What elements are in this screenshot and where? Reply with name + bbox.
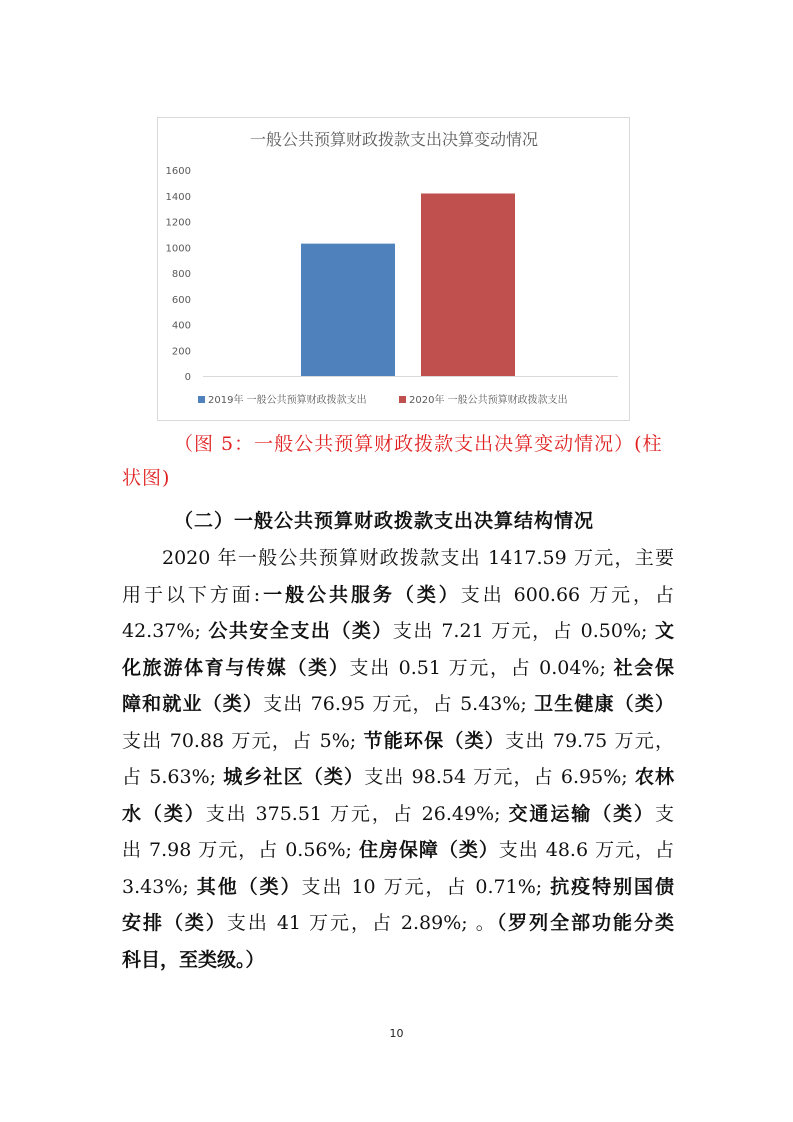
paragraph-text: 占 5.63%;: [122, 766, 224, 788]
paragraph-text: 支出 7.21 万元，占 0.50%;: [392, 620, 655, 642]
paragraph-line: [122, 650, 674, 687]
category-label: 文: [654, 620, 674, 642]
paragraph-line: [122, 613, 674, 650]
legend-swatch: [399, 396, 406, 403]
paragraph-text: 支出 48.6 万元，占: [498, 839, 674, 861]
body-paragraph: [122, 540, 674, 978]
category-label: 节能环保（类）: [363, 729, 506, 752]
paragraph-text: 支出 41 万元，占 2.89%; 。: [226, 912, 497, 934]
category-label: 水（类）: [122, 802, 206, 825]
paragraph-text: 支出 600.66 万元，占: [460, 583, 674, 606]
bar-2020: [421, 193, 515, 376]
paragraph-line: [122, 942, 674, 979]
paragraph-line: [122, 540, 674, 577]
paragraph-text: 3.43%;: [122, 875, 197, 898]
legend-swatch: [198, 396, 205, 403]
y-tick-label: 0: [184, 372, 191, 383]
y-tick-label: 1000: [165, 243, 191, 255]
chart-title: 一般公共预算财政拨款支出决算变动情况: [249, 130, 539, 149]
chart-svg: [158, 118, 631, 422]
paragraph-text: 支出 375.51 万元，占 26.49%;: [205, 802, 509, 825]
category-label: 科目，至类级。）: [122, 948, 265, 971]
category-label: 农林: [634, 766, 674, 788]
paragraph-text: 2020 年一般公共预算财政拨款支出 1417.59 万元，主要: [162, 547, 674, 569]
category-label: 抗疫特别国债: [550, 875, 674, 898]
bar-2019: [301, 244, 395, 376]
paragraph-text: 用于以下方面:: [122, 583, 261, 606]
paragraph-line: [122, 796, 674, 833]
paragraph-text: 支出 10 万元，占 0.71%;: [301, 875, 551, 898]
y-tick-label: 200: [171, 346, 191, 358]
category-label: 城乡社区（类）: [223, 766, 365, 788]
legend-label: 2019年 一般公共预算财政拨款支出: [208, 395, 367, 406]
paragraph-line: [122, 869, 674, 906]
paragraph-text: 支出 76.95 万元，占 5.43%;: [263, 693, 535, 715]
bar-chart: [157, 117, 630, 421]
category-label: （罗列全部功能分类: [496, 912, 674, 934]
category-label: 住房保障（类）: [358, 839, 499, 861]
page-number: 10: [389, 1027, 404, 1040]
paragraph-text: 支出 70.88 万元，占 5%;: [122, 729, 364, 752]
y-tick-label: 600: [171, 294, 191, 306]
category-label: 交通运输（类）: [508, 802, 655, 825]
y-tick-label: 1200: [165, 217, 191, 229]
category-label: 一般公共服务（类）: [260, 583, 461, 606]
paragraph-line: [122, 577, 674, 614]
category-label: 化旅游体育与传媒（类）: [122, 656, 350, 679]
paragraph-line: [122, 832, 674, 869]
category-label: 其他（类）: [196, 875, 302, 898]
paragraph-text: 支出 0.51 万元，占 0.04%;: [349, 656, 614, 679]
category-label: 安排（类）: [122, 912, 227, 934]
figure-caption: （图 5：一般公共预算财政拨款支出决算变动情况）(柱状图): [122, 433, 663, 489]
y-tick-label: 1600: [165, 166, 191, 177]
category-label: 障和就业（类）: [122, 693, 264, 715]
paragraph-line: [122, 723, 674, 760]
y-tick-label: 400: [171, 320, 191, 332]
category-label: 卫生健康（类）: [534, 693, 674, 715]
paragraph-line: [122, 686, 674, 723]
section-heading: （二）一般公共预算财政拨款支出决算结构情况: [174, 510, 595, 532]
paragraph-text: 支出 98.54 万元，占 6.95%;: [364, 766, 635, 788]
y-tick-label: 800: [171, 269, 191, 280]
category-label: 公共安全支出（类）: [208, 620, 393, 642]
paragraph-line: [122, 759, 674, 796]
paragraph-text: 出 7.98 万元，占 0.56%;: [122, 839, 359, 861]
paragraph-text: 42.37%;: [122, 620, 209, 642]
paragraph-text: 支出 79.75 万元，: [505, 729, 674, 752]
legend-label: 2020年 一般公共预算财政拨款支出: [409, 395, 568, 406]
paragraph-text: 支: [654, 802, 674, 825]
category-label: 社会保: [613, 656, 674, 679]
y-tick-label: 1400: [165, 191, 191, 203]
paragraph-line: [122, 905, 674, 942]
